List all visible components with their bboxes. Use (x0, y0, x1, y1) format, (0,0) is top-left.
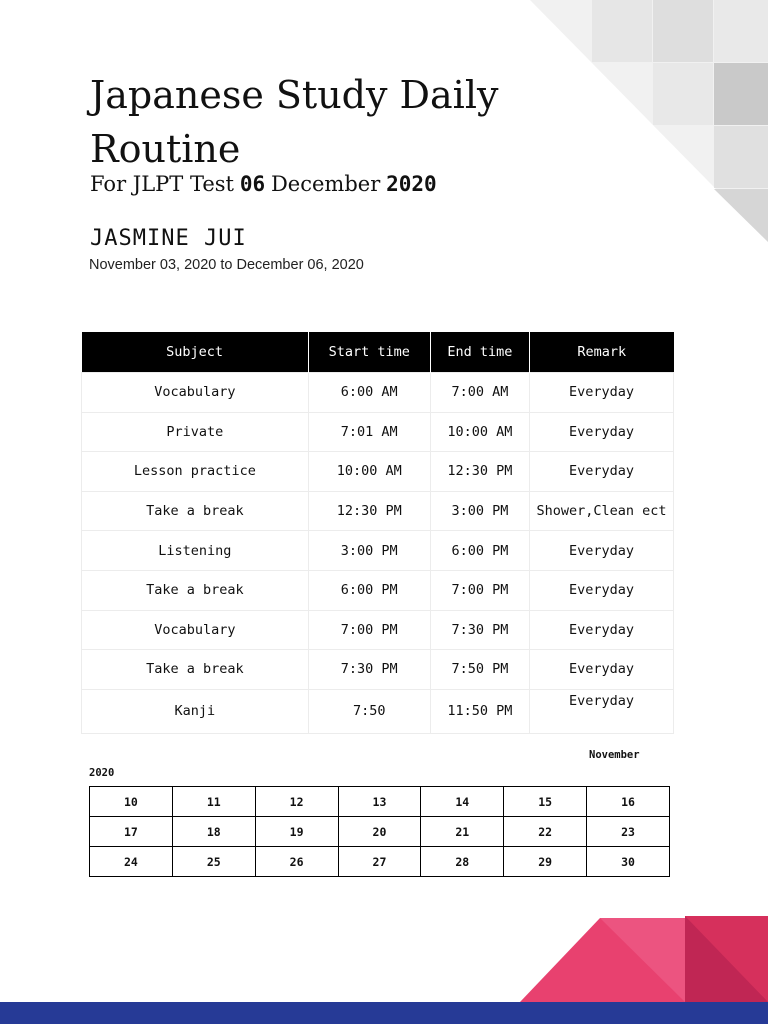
calendar-day: 18 (172, 817, 255, 847)
calendar-day: 26 (255, 847, 338, 877)
remark-cell: Everyday (530, 531, 674, 571)
end-time-cell: 7:00 AM (430, 373, 529, 413)
start-time-cell: 7:01 AM (308, 412, 430, 452)
start-time-cell: 7:50 (308, 689, 430, 733)
subject-cell: Take a break (82, 491, 309, 531)
subject-cell: Listening (82, 531, 309, 571)
remark-cell: Everyday (530, 650, 674, 690)
table-row (82, 650, 674, 690)
start-time-cell: 6:00 AM (308, 373, 430, 413)
calendar-week (90, 817, 670, 847)
remark-cell: Everyday (530, 570, 674, 610)
table-row (82, 491, 674, 531)
calendar-day: 16 (587, 787, 670, 817)
subtitle-month: December (270, 172, 381, 196)
calendar-day: 24 (90, 847, 173, 877)
calendar-day: 11 (172, 787, 255, 817)
remark-cell: Shower,Clean ect (530, 491, 674, 531)
subject-cell: Vocabulary (82, 610, 309, 650)
start-time-cell: 12:30 PM (308, 491, 430, 531)
calendar-day: 28 (421, 847, 504, 877)
subject-cell: Private (82, 412, 309, 452)
start-time-cell: 6:00 PM (308, 570, 430, 610)
subtitle-year: 2020 (386, 172, 437, 196)
subject-cell: Take a break (82, 570, 309, 610)
calendar-day: 22 (504, 817, 587, 847)
table-row (82, 570, 674, 610)
start-time-cell: 3:00 PM (308, 531, 430, 571)
table-row (82, 689, 674, 733)
end-time-cell: 10:00 AM (430, 412, 529, 452)
table-row (82, 412, 674, 452)
end-time-cell: 6:00 PM (430, 531, 529, 571)
start-time-cell: 7:00 PM (308, 610, 430, 650)
student-name: JASMINE JUI (90, 226, 247, 251)
calendar-day: 13 (338, 787, 421, 817)
subject-cell: Lesson practice (82, 452, 309, 492)
calendar-day: 29 (504, 847, 587, 877)
calendar-year: 2020 (89, 767, 115, 779)
page-title: Japanese Study Daily Routine (90, 73, 499, 171)
calendar-day: 25 (172, 847, 255, 877)
subject-cell: Take a break (82, 650, 309, 690)
remark-cell: Everyday (530, 412, 674, 452)
calendar-grid (89, 786, 670, 877)
subtitle-day: 06 (239, 172, 266, 196)
calendar-day: 15 (504, 787, 587, 817)
table-row (82, 452, 674, 492)
subject-cell: Kanji (82, 689, 309, 733)
end-time-cell: 7:00 PM (430, 570, 529, 610)
bottom-band (0, 1002, 768, 1024)
calendar-week (90, 847, 670, 877)
calendar-day: 12 (255, 787, 338, 817)
header-start-time: Start time (308, 332, 430, 373)
table-row (82, 531, 674, 571)
start-time-cell: 7:30 PM (308, 650, 430, 690)
calendar-day: 21 (421, 817, 504, 847)
calendar-day: 23 (587, 817, 670, 847)
schedule-table (81, 332, 674, 734)
header-end-time: End time (430, 332, 529, 373)
calendar-month: November (589, 749, 640, 761)
header-remark: Remark (530, 332, 674, 373)
table-row (82, 610, 674, 650)
calendar-day: 20 (338, 817, 421, 847)
calendar-day: 27 (338, 847, 421, 877)
subject-cell: Vocabulary (82, 373, 309, 413)
end-time-cell: 7:30 PM (430, 610, 529, 650)
calendar-day: 14 (421, 787, 504, 817)
remark-cell: Everyday (530, 452, 674, 492)
table-row (82, 373, 674, 413)
subtitle-prefix: For JLPT Test (90, 172, 234, 196)
date-range: November 03, 2020 to December 06, 2020 (89, 257, 364, 273)
calendar-week (90, 787, 670, 817)
calendar-day: 10 (90, 787, 173, 817)
calendar-day: 19 (255, 817, 338, 847)
test-subtitle (90, 172, 437, 197)
header-subject: Subject (82, 332, 309, 373)
calendar-day: 30 (587, 847, 670, 877)
end-time-cell: 12:30 PM (430, 452, 529, 492)
schedule-header-row (82, 332, 674, 373)
remark-cell: Everyday (530, 689, 674, 733)
end-time-cell: 3:00 PM (430, 491, 529, 531)
start-time-cell: 10:00 AM (308, 452, 430, 492)
end-time-cell: 11:50 PM (430, 689, 529, 733)
remark-cell: Everyday (530, 373, 674, 413)
calendar-day: 17 (90, 817, 173, 847)
end-time-cell: 7:50 PM (430, 650, 529, 690)
remark-cell: Everyday (530, 610, 674, 650)
